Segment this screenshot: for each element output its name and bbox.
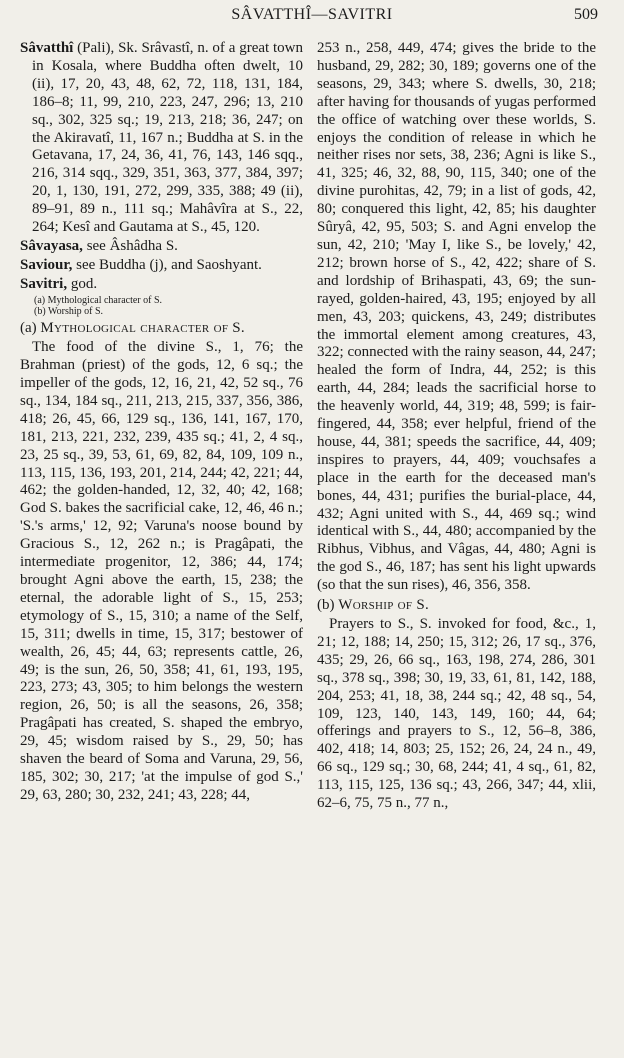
- continuation-text: 253 n., 258, 449, 474; gives the bride to the husband, 29, 282; 30, 189; governs one of the seasons, 29, 343; where S. dwells, 30, 218; after having for thousands of yugas performed the office of watching over these worlds, S. enjoys the condition of release in which he neither rises nor sets, 38, 236; Agni is like S., 41, 325; 46, 32, 88, 90, 115, 340; one of the divine purohitas, 42, 79; in a list of gods, 42, 80; conquered this light, 42, 85; his daughter Sûryâ, 42, 95, 503; S. and Agni envelop the sun, 42, 210; 'May I, like S., be lovely,' 42, 212; brown horse of S., 42, 422; share of S. and lordship of Brihaspati, 43, 69; the sun-rayed, golden-haired, 43, 195; enjoyed by all men, 43, 203; quickens, 43, 249; distributes the immortal element among creatures, 43, 322; connected with the rainy season, 44, 247; healed the form of Indra, 44, 252; is this earth, 44, 284; leads the sacrificial horse to the heavenly world, 44, 319; 48, 599; is fair-fingered, 44, 358; ever helpful, friend of the house, 44, 381; speeds the sacrifice, 44, 409; inspires to prayers, 44, 409; vouchsafes a place in the earth for the deceased man's bones, 44, 431; purifies the burial-place, 44, 432; Agni united with S., 44, 469 sq.; wind identical with S., 44, 480; accompanied by the Ribhus, Vibhus, and Vâgas, 44, 480; Agni is the god S., 46, 187; has sent his light upwards (so that the sun rises), 46, 356, 358.: [317, 40, 596, 594]
- entry-savayasa: [20, 238, 303, 256]
- right-column: [317, 40, 596, 1054]
- entry-text-savitri: god.: [70, 275, 98, 292]
- left-column: [20, 40, 303, 1054]
- headword-savayasa: Sâvayasa,: [20, 237, 83, 254]
- section-text-a: The food of the divine S., 1, 76; the Brahman (priest) of the gods, 12, 6 sq.; the impeller of the gods, 12, 16, 21, 42, 52 sq., 76 sq., 134, 184 sq., 211, 213, 215, 337, 356, 386, 418; 26, 45, 66, 129 sq., 136, 141, 167, 170, 181, 213, 221, 232, 239, 435 sq.; 41, 2, 4 sq., 23, 25 sq., 39, 53, 61, 69, 82, 84, 109, 109 n., 113, 115, 136, 193, 201, 214, 244; 42, 221; 44, 462; the golden-handed, 12, 32, 40; 42, 168; God S. bakes the sacrificial cake, 12, 46, 46 n.; 'S.'s arms,' 12, 92; Varuna's noose bound by Gracious S., 12, 262 n.; is Pragâpati, the intermediate progenitor, 12, 386; 44, 174; brought Agni above the earth, 15, 238; the eternal, the adorable light of S., 15, 253; etymology of S., 15, 310; a name of the Self, 15, 311; dwells in time, 15, 317; bestower of wealth, 26, 45; 44, 63; represents cattle, 26, 49; is the sun, 26, 50, 358; 41, 61, 193, 195, 223, 273; 43, 305; to him belongs the western region, 26, 50; is all the seasons, 26, 358; Pragâpati has created, S. shaped the embryo, 29, 45; wisdom raised by S., 29, 50; has shaven the beard of Soma and Varuna, 29, 56, 185, 302; 30, 217; 'at the impulse of god S.,' 29, 63, 280; 30, 232, 241; 43, 228; 44,: [20, 339, 303, 803]
- section-label-a: (a): [20, 320, 37, 337]
- page-number: 509: [574, 6, 598, 23]
- headword-saviour: Saviour,: [20, 256, 73, 273]
- headword-savatthi: Sâvatthî: [20, 40, 74, 56]
- entry-text-saviour: see Buddha (j), and Saoshyant.: [76, 256, 262, 273]
- section-heading-b: [317, 597, 596, 615]
- subsection-item-b: (b) Worship of S.: [34, 306, 104, 318]
- section-label-b: (b): [317, 597, 335, 614]
- running-head: SÂVATTHÎ—SAVITRI: [231, 6, 393, 23]
- section-text-b: Prayers to S., S. invoked for food, &c., 1, 21; 12, 188; 14, 250; 15, 312; 26, 17 sq., 376, 435; 29, 26, 66 sq., 163, 198, 274, 286, 301 sq., 378 sq., 398; 30, 19, 33, 61, 81, 142, 188, 204, 253; 41, 18, 38, 244 sq.; 42, 48 sq., 54, 109, 123, 140, 143, 149, 160; 44, 64; offerings and prayers to S., 12, 56–8, 386, 402, 418; 14, 803; 25, 152; 26, 24, 24 n., 49, 66 sq., 129 sq.; 30, 68, 244; 41, 4 sq., 61, 82, 113, 115, 125, 136 sq.; 43, 266, 347; 44, xlii, 62–6, 75, 75 n., 77 n.,: [317, 616, 596, 812]
- headword-savitri: Savitri,: [20, 275, 68, 292]
- entry-savatthi: [20, 40, 303, 237]
- entry-savitri: [20, 276, 303, 294]
- subsection-list: [34, 295, 303, 319]
- entry-saviour: [20, 257, 303, 275]
- page-header: [0, 6, 624, 28]
- section-heading-a: [20, 320, 303, 338]
- section-title-b: Worship of S.: [338, 597, 430, 614]
- section-title-a: Mythological character of S.: [40, 320, 245, 337]
- entry-text-savatthi: (Pali), Sk. Srâvastî, n. of a great town in Kosala, where Buddha often dwelt, 10 (ii), 17, 20, 43, 48, 62, 72, 118, 131, 184, 186–8; 11, 99, 210, 223, 247, 296; 13, 210 sq., 302, 325 sq.; 19, 213, 218; 36, 247; on the Akiravatî, 11, 167 n.; Buddha at S. in the Getavana, 17, 24, 36, 41, 76, 143, 146 sqq., 216, 314 sqq., 329, 351, 363, 377, 384, 397; 20, 1, 130, 191, 272, 299, 335, 388; 49 (ii), 89–91, 89 n., 111 sq.; Mahâvîra at S., 22, 264; Kesî and Gautama at S., 45, 120.: [32, 40, 303, 236]
- entry-text-savayasa: see Âshâdha S.: [86, 237, 178, 254]
- subsection-item-a: (a) Mythological character of S.: [34, 294, 163, 306]
